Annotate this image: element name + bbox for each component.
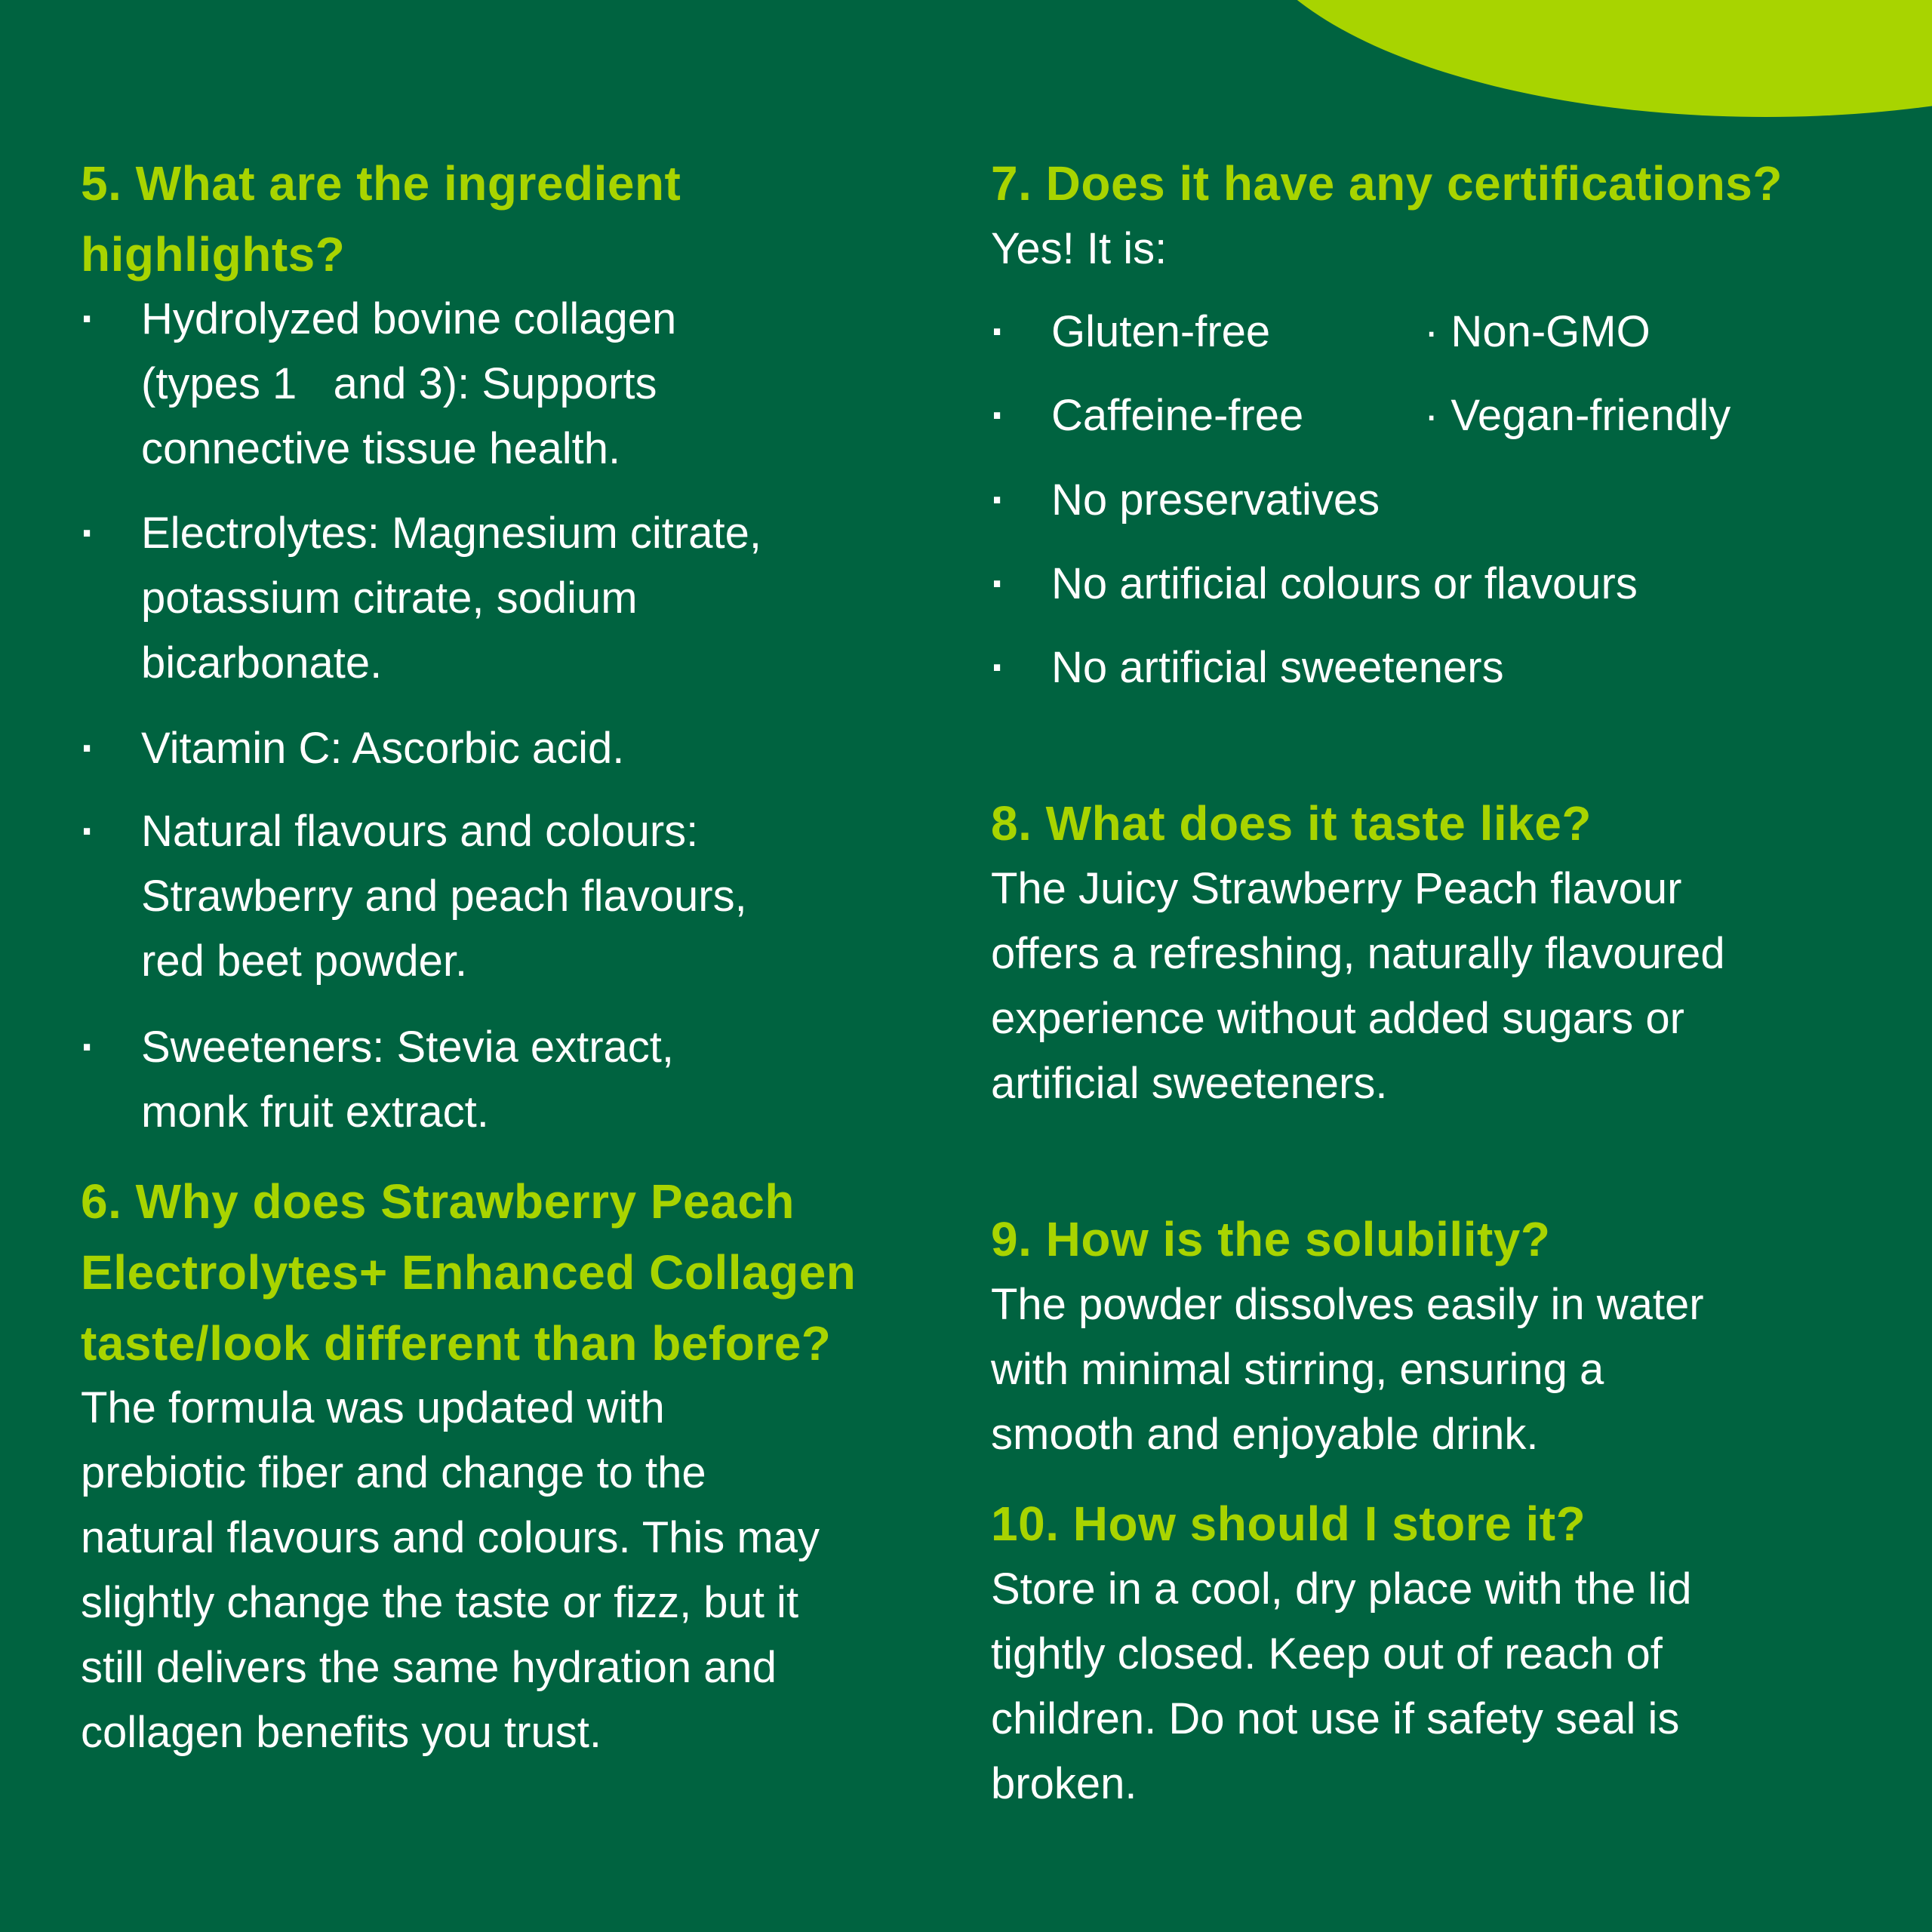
line: connective tissue health. (141, 424, 621, 473)
answer-line: collagen benefits you trust. (81, 1708, 601, 1757)
bullet-dot: · (991, 391, 1006, 440)
answer-line: broken. (991, 1759, 1137, 1808)
answer-line: The powder dissolves easily in water (991, 1280, 1704, 1329)
certification-item: · Non-GMO (1424, 307, 1651, 356)
ingredient-item-text (141, 716, 971, 781)
bullet-dot: · (991, 475, 1006, 525)
question-6-answer (81, 1376, 820, 1765)
answer-line: The formula was updated with (81, 1383, 665, 1432)
line: Sweeteners: Stevia extract, (141, 1023, 674, 1072)
question-10-title: 10. How should I store it? (991, 1497, 1586, 1551)
ingredient-item-text (141, 287, 971, 481)
answer-line: smooth and enjoyable drink. (991, 1410, 1539, 1459)
line: Natural flavours and colours: (141, 807, 699, 856)
line: red beet powder. (141, 937, 468, 986)
answer-line: with minimal stirring, ensuring a (991, 1345, 1604, 1394)
line: Strawberry and peach flavours, (141, 872, 747, 921)
question-7-intro: Yes! It is: (991, 224, 1168, 273)
question-8-title: 8. What does it taste like? (991, 796, 1592, 851)
bullet-dot: · (81, 807, 96, 856)
answer-line: offers a refreshing, naturally flavoured (991, 929, 1725, 978)
question-6-title (81, 1166, 856, 1379)
ingredient-item-text (141, 1015, 971, 1145)
certification-item: No preservatives (1051, 475, 1380, 525)
answer-line: artificial sweeteners. (991, 1059, 1388, 1108)
question-5-title (81, 148, 681, 290)
answer-line: The Juicy Strawberry Peach flavour (991, 864, 1682, 913)
question-6-title-line: taste/look different than before? (81, 1316, 832, 1371)
line: Hydrolyzed bovine collagen (141, 294, 677, 343)
ingredient-item-text (141, 501, 971, 696)
answer-line: still delivers the same hydration and (81, 1643, 777, 1692)
question-9-title: 9. How is the solubility? (991, 1212, 1551, 1266)
question-8-answer (991, 857, 1725, 1116)
decorative-lime-blob (1238, 0, 1932, 117)
answer-line: tightly closed. Keep out of reach of (991, 1629, 1663, 1678)
line: bicarbonate. (141, 638, 383, 688)
answer-line: Store in a cool, dry place with the lid (991, 1564, 1692, 1614)
answer-line: natural flavours and colours. This may (81, 1513, 820, 1562)
bullet-dot: · (81, 509, 96, 558)
question-5-title-line-1: 5. What are the ingredient (81, 156, 681, 211)
certification-item: Gluten-free (1051, 307, 1271, 356)
question-7-title: 7. Does it have any certifications? (991, 156, 1783, 211)
line: Vitamin C: Ascorbic acid. (141, 724, 625, 773)
bullet-dot: · (991, 643, 1006, 692)
certification-item: · Vegan-friendly (1424, 391, 1731, 440)
bullet-dot: · (991, 307, 1006, 356)
ingredient-item-text (141, 799, 971, 994)
question-10-answer (991, 1557, 1691, 1817)
question-6-title-line: Electrolytes+ Enhanced Collagen (81, 1245, 857, 1300)
line: Electrolytes: Magnesium citrate, (141, 509, 761, 558)
bullet-dot: · (81, 1023, 96, 1072)
bullet-dot: · (81, 724, 96, 773)
line: monk fruit extract. (141, 1088, 489, 1137)
bullet-dot: · (991, 559, 1006, 608)
certification-item: No artificial colours or flavours (1051, 559, 1638, 608)
answer-line: experience without added sugars or (991, 994, 1684, 1043)
line: (types 1 and 3): Supports (141, 359, 657, 408)
certification-item: No artificial sweeteners (1051, 643, 1504, 692)
question-9-answer (991, 1272, 1704, 1467)
certification-item: Caffeine-free (1051, 391, 1304, 440)
answer-line: prebiotic fiber and change to the (81, 1448, 706, 1497)
line: potassium citrate, sodium (141, 574, 638, 623)
answer-line: children. Do not use if safety seal is (991, 1694, 1680, 1743)
question-5-title-line-2: highlights? (81, 227, 346, 281)
answer-line: slightly change the taste or fizz, but it (81, 1578, 799, 1627)
bullet-dot: · (81, 294, 96, 343)
question-6-title-line: 6. Why does Strawberry Peach (81, 1174, 795, 1229)
